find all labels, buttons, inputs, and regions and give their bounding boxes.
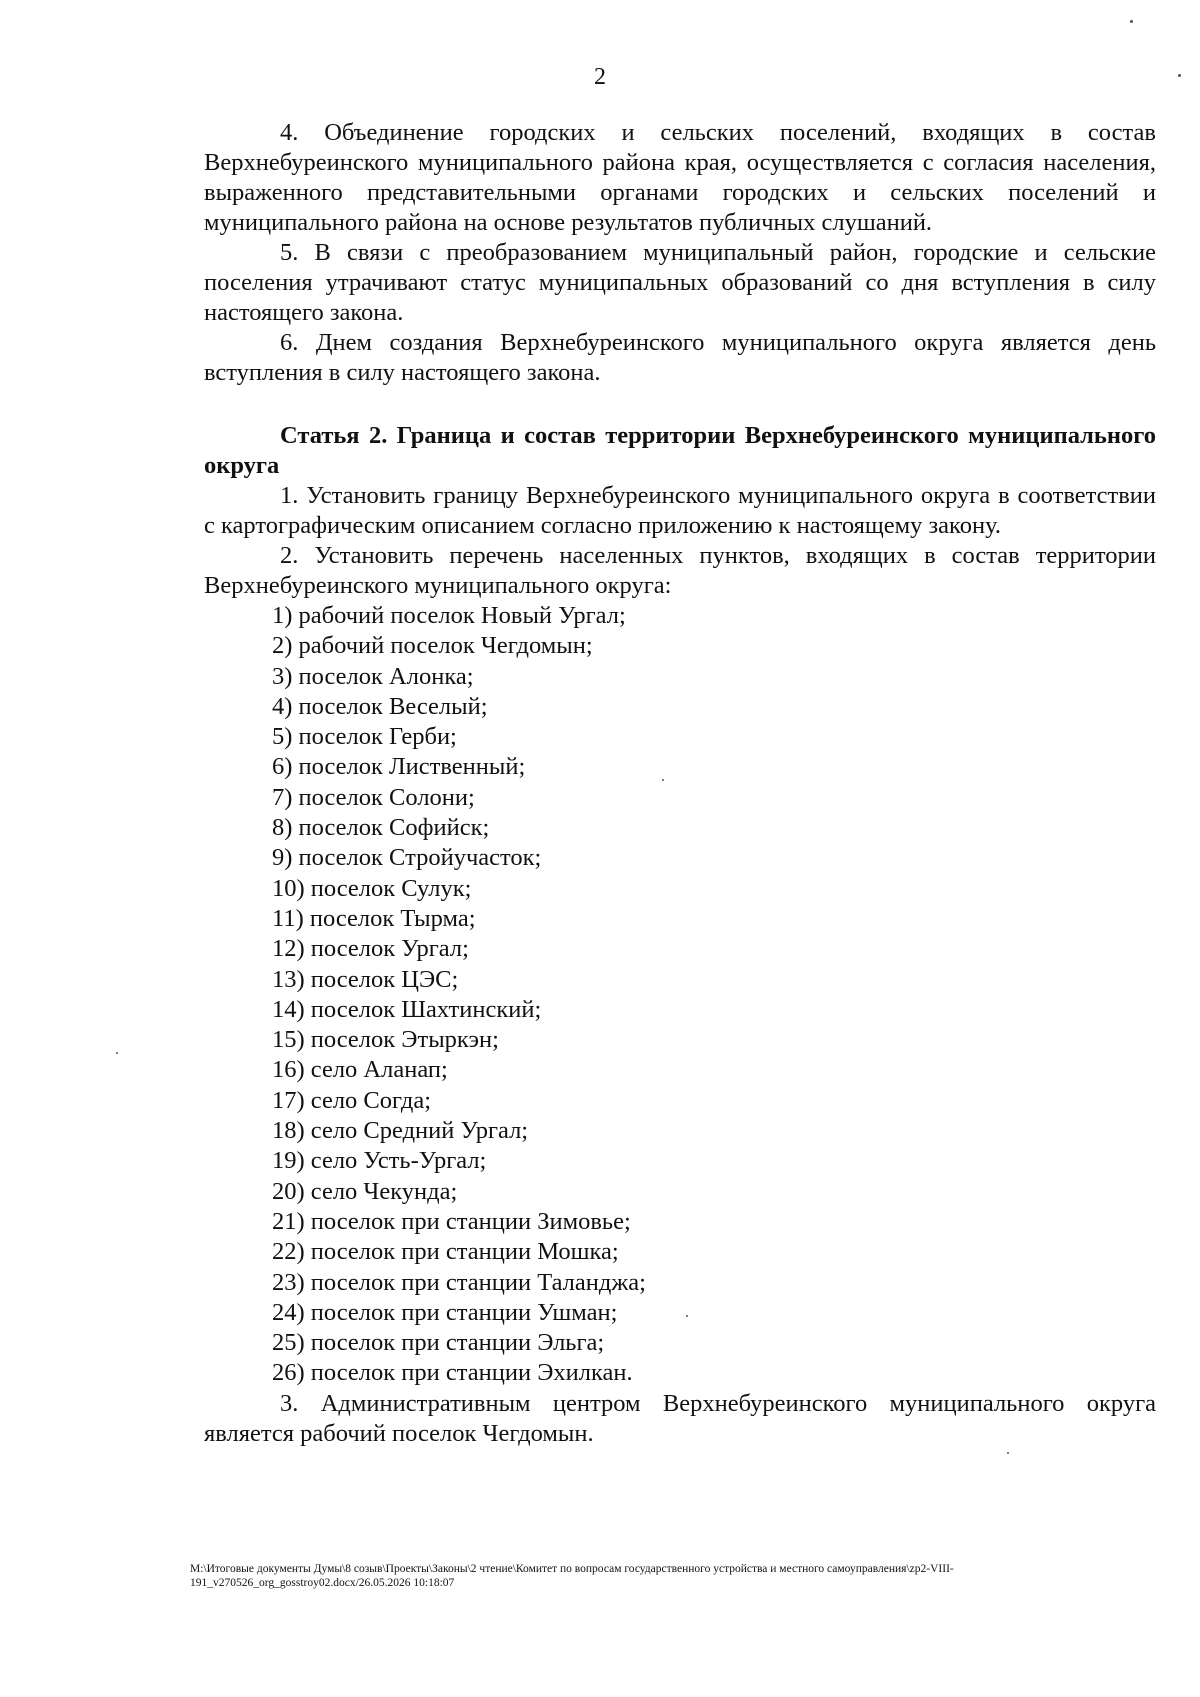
list-item: 13) поселок ЦЭС; bbox=[272, 965, 459, 993]
list-item: 21) поселок при станции Зимовье; bbox=[272, 1207, 631, 1235]
list-item: 10) поселок Сулук; bbox=[272, 874, 472, 902]
scan-speck bbox=[662, 779, 664, 781]
paragraph-5: 5. В связи с преобразованием муниципальный район, городские и сельские поселения утрачивают статус муниципальных образований со дня вступления в силу настоящего закона. bbox=[204, 239, 1156, 326]
list-item: 3) поселок Алонка; bbox=[272, 662, 474, 690]
list-item: 19) село Усть-Ургал; bbox=[272, 1147, 487, 1175]
list-item: 20) село Чекунда; bbox=[272, 1177, 458, 1205]
article-2-paragraph-1: 1. Установить границу Верхнебуреинского муниципального округа в соответствии с картографическим описанием согласно приложению к настоящему закону. bbox=[204, 482, 1156, 539]
list-item: 5) поселок Герби; bbox=[272, 723, 457, 751]
article-2-paragraph-2: 2. Установить перечень населенных пунктов, входящих в состав территории Верхнебуреинского муниципального округа: bbox=[204, 542, 1156, 599]
document-body bbox=[204, 118, 1156, 1449]
scan-speck bbox=[1130, 20, 1133, 23]
section-gap bbox=[204, 388, 1156, 421]
file-path-footer: M:\Итоговые документы Думы\8 созыв\Проекты\Законы\2 чтение\Комитет по вопросам государственного устройства и местного самоуправления\zp2-VIII-191_v270526_org_gosstroy02.docx/26.05.2026 10:18:07 bbox=[190, 1563, 954, 1589]
article-2-heading: Статья 2. Граница и состав территории Верхнебуреинского муниципального округа bbox=[204, 422, 1156, 479]
list-item: 14) поселок Шахтинский; bbox=[272, 995, 542, 1023]
list-item: 9) поселок Стройучасток; bbox=[272, 844, 542, 872]
scan-speck bbox=[686, 1315, 688, 1317]
list-item: 7) поселок Солони; bbox=[272, 783, 475, 811]
list-item: 23) поселок при станции Таланджа; bbox=[272, 1268, 646, 1296]
list-item: 17) село Согда; bbox=[272, 1086, 431, 1114]
paragraph-4: 4. Объединение городских и сельских поселений, входящих в состав Верхнебуреинского муниципального района края, осуществляется с согласия населения, выраженного представительными органами городских и сельских поселений и муниципального района на основе результатов публичных слушаний. bbox=[204, 119, 1156, 236]
list-item: 24) поселок при станции Ушман; bbox=[272, 1298, 618, 1326]
scan-speck bbox=[1178, 74, 1181, 77]
list-item: 15) поселок Этыркэн; bbox=[272, 1026, 499, 1054]
list-item: 1) рабочий поселок Новый Ургал; bbox=[272, 602, 626, 629]
list-item: 22) поселок при станции Мошка; bbox=[272, 1238, 619, 1266]
settlements-list bbox=[204, 601, 1156, 1389]
page-number: 2 bbox=[594, 64, 606, 90]
list-item: 18) село Средний Ургал; bbox=[272, 1117, 529, 1145]
article-2-paragraph-3: 3. Административным центром Верхнебуреинского муниципального округа является рабочий поселок Чегдомын. bbox=[204, 1389, 1156, 1447]
list-item: 6) поселок Лиственный; bbox=[272, 753, 526, 781]
list-item: 16) село Аланап; bbox=[272, 1056, 448, 1084]
scan-speck bbox=[1007, 1452, 1009, 1454]
list-item: 25) поселок при станции Эльга; bbox=[272, 1329, 605, 1357]
list-item: 26) поселок при станции Эхилкан. bbox=[272, 1359, 633, 1387]
list-item: 12) поселок Ургал; bbox=[272, 935, 469, 963]
scan-speck bbox=[116, 1052, 118, 1054]
paragraph-6: 6. Днем создания Верхнебуреинского муниципального округа является день вступления в силу настоящего закона. bbox=[204, 329, 1156, 386]
list-item: 4) поселок Веселый; bbox=[272, 692, 488, 720]
list-item: 11) поселок Тырма; bbox=[272, 904, 476, 932]
list-item: 2) рабочий поселок Чегдомын; bbox=[272, 632, 593, 660]
list-item: 8) поселок Софийск; bbox=[272, 814, 490, 842]
